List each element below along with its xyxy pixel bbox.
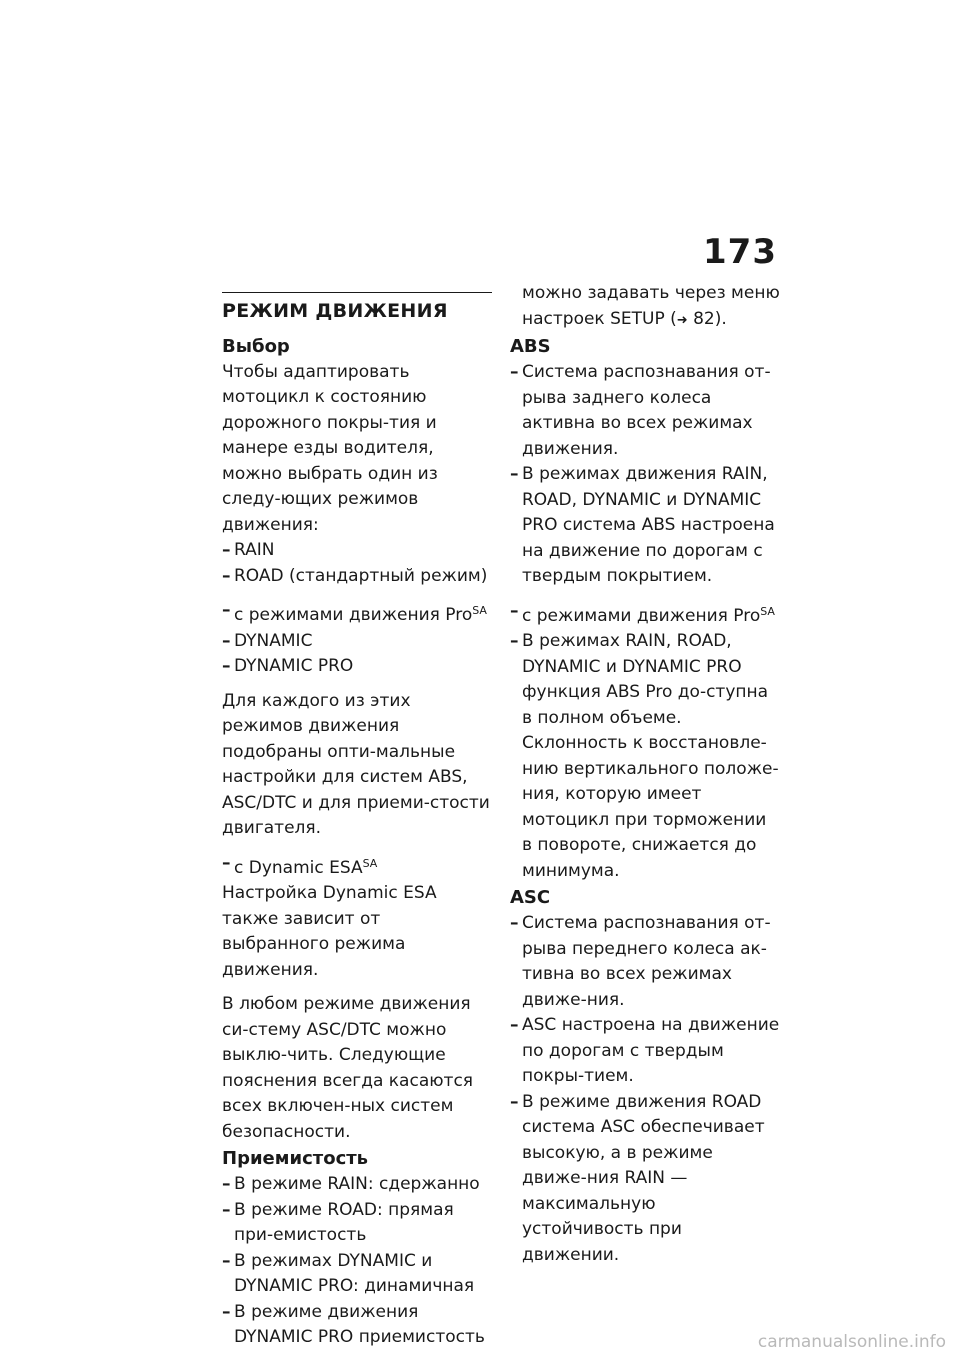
list-item: – DYNAMIC PRO bbox=[222, 654, 492, 680]
intro-paragraph: Чтобы адаптировать мотоцикл к состоянию дорожного покры-тия и манере езды водителя, можно выбрать один из следу-ющих режимов движения: bbox=[222, 361, 438, 535]
abs-pro-label: – с режимами движения Pro$^{SA}$ bbox=[510, 599, 780, 630]
list-item: – В режиме ROAD: прямая при-емистость bbox=[222, 1198, 492, 1249]
modes-list bbox=[222, 538, 492, 589]
list-item: – Система распознавания от-рыва заднего колеса активна во всех режимах движения. bbox=[510, 360, 780, 462]
right-column bbox=[510, 281, 780, 1268]
sa-superscript: SA bbox=[472, 604, 487, 617]
page-reference-link[interactable]: 82). bbox=[693, 308, 727, 329]
footer-watermark: carmanualsonline.info bbox=[757, 1332, 946, 1352]
select-heading: Выбор bbox=[222, 335, 290, 357]
list-item: – RAIN bbox=[222, 538, 492, 564]
list-item: – В режиме движения ROAD система ASC обеспечивает высокую, а в режиме движе-ния RAIN — максимальную устойчивость при движении. bbox=[510, 1090, 780, 1269]
page-number: 173 bbox=[703, 232, 777, 272]
response-heading: Приемистость bbox=[222, 1148, 369, 1169]
list-item: – DYNAMIC bbox=[222, 629, 492, 655]
asc-heading: ASC bbox=[510, 887, 551, 908]
list-item: – В режиме RAIN: сдержанно bbox=[222, 1172, 492, 1198]
esa-block bbox=[222, 851, 492, 882]
asc-list bbox=[510, 911, 780, 1268]
list-item: – В режимах RAIN, ROAD, DYNAMIC и DYNAMIC PRO функция ABS Pro до-ступна в полном объеме. Склонность к восстановле-нию вертикального положе-ния, которую имеет мотоцикл при торможении в повороте, снижается до минимума. bbox=[510, 629, 780, 884]
left-column bbox=[222, 292, 492, 1351]
section-rule bbox=[222, 292, 492, 293]
abs-pro-block bbox=[510, 599, 780, 885]
sa-superscript: SA bbox=[760, 604, 775, 618]
esa-paragraph: Настройка Dynamic ESA также зависит от выбранного режима движения. bbox=[222, 883, 437, 980]
pro-label: – с режимами движения Pro$^{SA}$ bbox=[222, 598, 492, 629]
continued-text: можно задавать через меню настроек SETUP (➜ 82). bbox=[522, 283, 780, 329]
response-list bbox=[222, 1172, 492, 1351]
pro-modes-block bbox=[222, 598, 492, 680]
list-item: – Система распознавания от-рыва переднего колеса ак-тивна во всех режимах движе-ния. bbox=[510, 911, 780, 1013]
list-item: – В режимах DYNAMIC и DYNAMIC PRO: динамичная bbox=[222, 1249, 492, 1300]
list-item: – В режиме движения DYNAMIC PRO приемистость bbox=[222, 1300, 492, 1351]
abs-heading: ABS bbox=[510, 336, 551, 357]
abs-list bbox=[510, 360, 780, 590]
settings-paragraph: Для каждого из этих режимов движения подобраны опти-мальные настройки для систем ABS, ASC/DTC и для приеми-стости двигателя. bbox=[222, 690, 490, 838]
list-item: – ROAD (стандартный режим) bbox=[222, 564, 492, 590]
section-title: РЕЖИМ ДВИЖЕНИЯ bbox=[222, 300, 448, 322]
sa-superscript: SA bbox=[362, 856, 378, 870]
page-reference-arrow-icon: ➜ bbox=[676, 312, 688, 328]
asc-off-paragraph: В любом режиме движения си-стему ASC/DTC можно выклю-чить. Следующие пояснения всегда касаются всех включен-ных систем безопасности. bbox=[222, 994, 474, 1142]
esa-label: – с Dynamic $ESA^{SA}$ bbox=[222, 851, 492, 882]
list-item: – В режимах движения RAIN, ROAD, DYNAMIC и DYNAMIC PRO система ABS настроена на движение по дорогам с твердым покрытием. bbox=[510, 462, 780, 590]
list-item: – ASC настроена на движение по дорогам с твердым покры-тием. bbox=[510, 1013, 780, 1090]
